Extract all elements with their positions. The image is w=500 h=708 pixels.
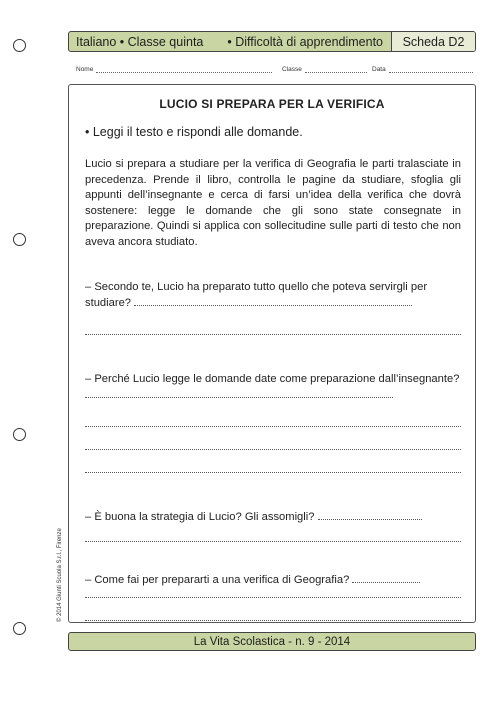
binder-hole-lower-middle <box>13 428 26 441</box>
reading-passage: Lucio si prepara a studiare per la verifica di Geografia le parti tralasciate in precedenza. Prende il libro, controlla le pagine da studiare, sfoglia gli appunti dell’insegnante e cerca di farsi un’idea della verifica che dovrà sostenere: legge le domande che gli sono state consegnate in preparazione. Quindi si applica con sollecitudine sulle parti di testo che non aveva ancora studiato. <box>85 158 461 248</box>
worksheet-panel <box>68 84 476 623</box>
answer-2-inline-line[interactable] <box>85 389 393 398</box>
answer-2-line-1[interactable] <box>85 426 461 427</box>
answer-1-line[interactable] <box>85 334 461 335</box>
question-2 <box>85 372 461 403</box>
question-4 <box>85 573 461 589</box>
answer-3-inline-line[interactable] <box>318 511 422 520</box>
question-4-text: – Come fai per prepararti a una verifica di Geografia? <box>85 574 350 586</box>
answer-2-line-2[interactable] <box>85 449 461 450</box>
binder-hole-upper-middle <box>13 233 26 246</box>
answer-1-inline-line[interactable] <box>134 297 412 306</box>
question-3-text: – È buona la strategia di Lucio? Gli assomigli? <box>85 511 315 523</box>
answer-4-line-1[interactable] <box>85 597 461 598</box>
question-3 <box>85 510 461 526</box>
answer-3-line[interactable] <box>85 541 461 542</box>
magazine-footer: La Vita Scolastica - n. 9 - 2014 <box>68 632 476 651</box>
answer-4-inline-line[interactable] <box>352 574 420 583</box>
copyright-note: © 2014 Giunti Scuola S.r.l., Firenze <box>57 528 63 622</box>
binder-hole-top <box>13 39 26 52</box>
answer-2-line-3[interactable] <box>85 472 461 473</box>
answer-4-line-2[interactable] <box>85 620 461 621</box>
worksheet-header <box>68 31 476 52</box>
date-label: Data <box>372 66 386 73</box>
worksheet-instruction: • Leggi il testo e rispondi alle domande. <box>85 125 303 139</box>
subject-label: Italiano • Classe quinta <box>76 34 204 49</box>
class-dotted-line <box>305 67 367 73</box>
name-dotted-line <box>96 67 272 73</box>
name-field[interactable] <box>76 66 272 73</box>
class-label: Classe <box>282 66 302 73</box>
topic-label: • Difficoltà di apprendimento <box>227 34 383 49</box>
date-dotted-line <box>389 67 473 73</box>
worksheet-title: LUCIO SI PREPARA PER LA VERIFICA <box>159 97 385 111</box>
question-1-text: – Secondo te, Lucio ha preparato tutto quello che poteva servirgli per studiare? <box>85 281 428 309</box>
class-field[interactable] <box>282 66 367 73</box>
question-2-text: – Perché Lucio legge le domande date come preparazione dall’insegnante? <box>85 373 460 385</box>
sheet-code-badge: Scheda D2 <box>391 32 475 51</box>
date-field[interactable] <box>372 66 473 73</box>
binder-hole-bottom <box>13 622 26 635</box>
question-1 <box>85 280 461 311</box>
name-label: Nome <box>76 66 94 73</box>
